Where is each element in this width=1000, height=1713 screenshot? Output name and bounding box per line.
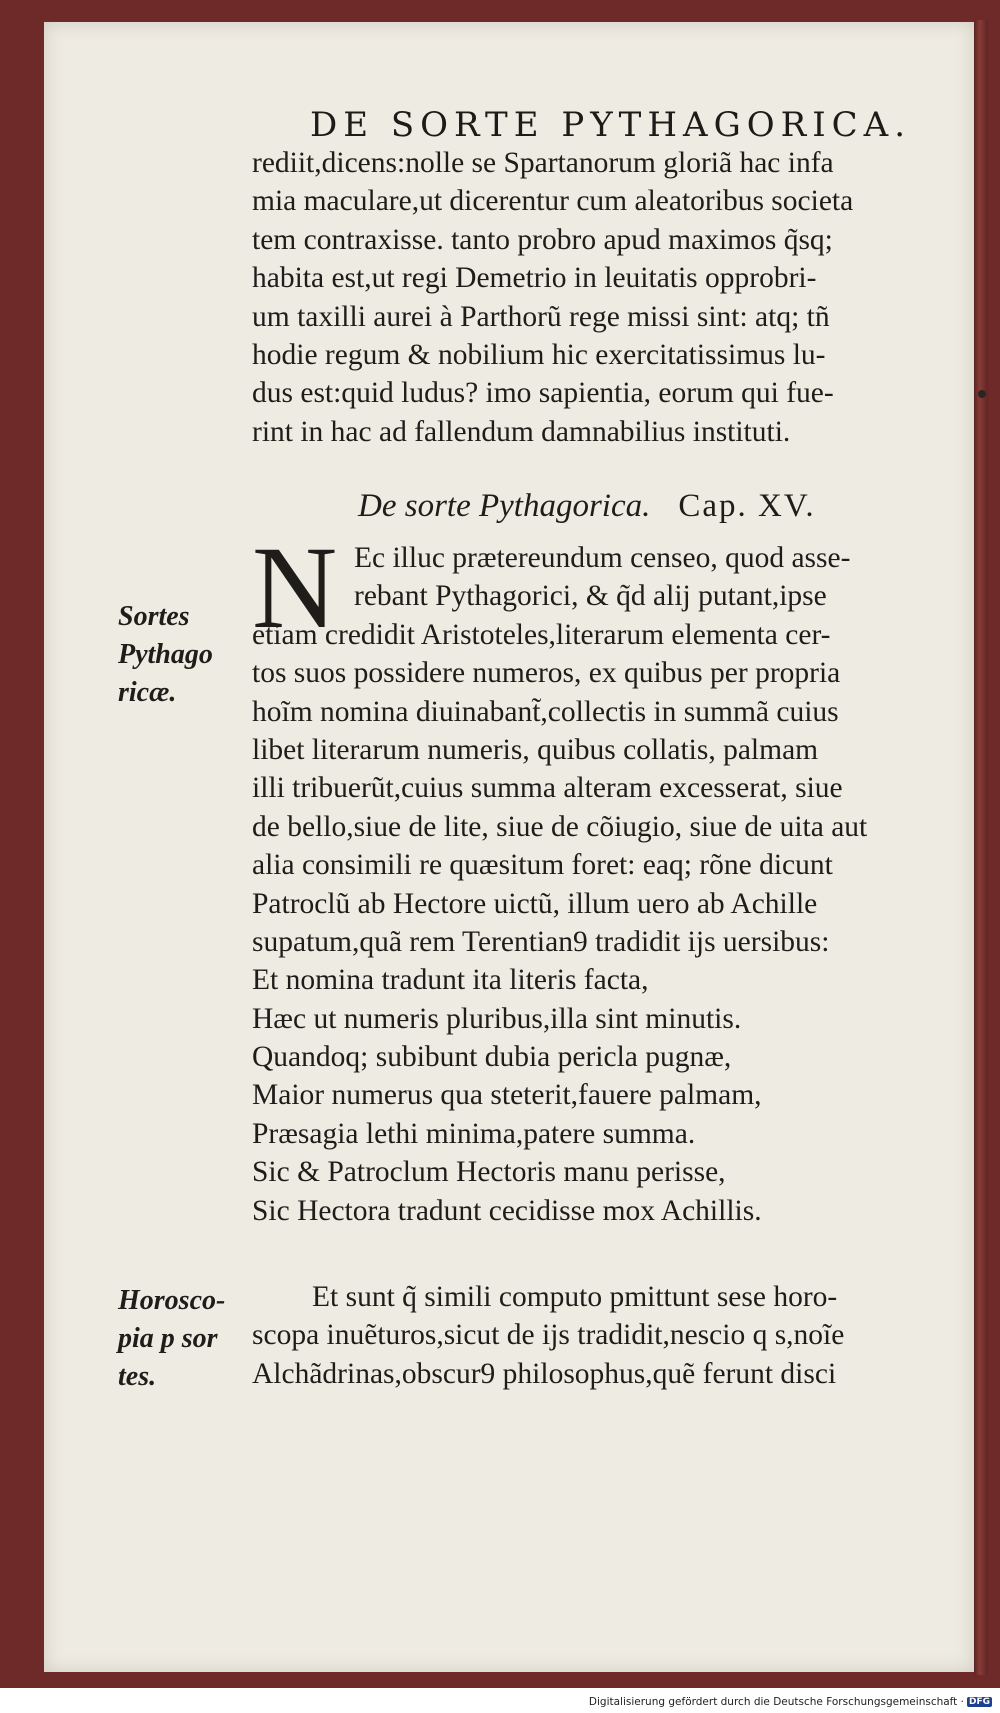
- marginal-line: tes.: [118, 1361, 157, 1392]
- text-line: Et sunt q̃ simili computo pmittunt sese horo-: [312, 1281, 838, 1313]
- text-line: scopa inuẽturos,sicut de ijs tradidit,nescio q s,noĩe: [252, 1319, 845, 1352]
- verse-line: Sic & Patroclum Hectoris manu perisse,: [252, 1156, 726, 1189]
- drop-cap: N: [252, 522, 338, 653]
- paragraph-2: [252, 522, 987, 1231]
- text-line: habita est,ut regi Demetrio in leuitatis opprobri-: [252, 262, 817, 295]
- text-line: tem contraxisse. tanto probro apud maximos q̃sq;: [252, 223, 833, 256]
- text-line: tos suos possidere numeros, ex quibus per propria: [252, 657, 841, 690]
- digitization-footer: [589, 1696, 992, 1708]
- text-line: rediit,dicens:nolle se Spartanorum gloriã hac infa: [252, 147, 834, 179]
- text-line: rebant Pythagorici, & q̃d alij putant,ipse: [354, 580, 827, 613]
- verse-line: Præsagia lethi minima,patere summa.: [252, 1117, 696, 1150]
- paragraph-1: [252, 144, 987, 451]
- chapter-heading: [358, 488, 816, 525]
- footer-text: Digitalisierung gefördert durch die Deutsche Forschungsgemeinschaft ·: [588, 1696, 964, 1708]
- marginal-note-horoscopia: [118, 1282, 248, 1396]
- running-head: DE SORTE PYTHAGORICA.: [310, 105, 912, 145]
- marginal-line: Horosco-: [118, 1285, 226, 1316]
- text-line: Alchãdrinas,obscur9 philosophus,quẽ ferunt disci: [252, 1357, 837, 1390]
- dfg-logo-icon: DFG: [968, 1697, 990, 1707]
- marginal-line: ricæ.: [118, 677, 177, 708]
- marginal-note-sortes: [118, 598, 248, 712]
- verse-line: Hæc ut numeris pluribus,illa sint minutis.: [252, 1002, 742, 1035]
- text-line: libet literarum numeris, quibus collatis, palmam: [252, 733, 819, 766]
- marginal-line: Sortes: [118, 601, 190, 632]
- text-line: de bello,siue de lite, siue de cõiugio, siue de uita aut: [252, 810, 868, 843]
- text-line: supatum,quã rem Terentian9 tradidit ijs uersibus:: [252, 925, 830, 958]
- chapter-title: De sorte Pythagorica.: [358, 488, 651, 524]
- text-line: etiam credidit Aristoteles,literarum elementa cer-: [252, 618, 831, 651]
- text-line: mia maculare,ut dicerentur cum aleatoribus societa: [252, 185, 854, 218]
- marginal-line: pia p sor: [118, 1323, 218, 1354]
- text-line: illi tribuerũt,cuius summa alteram excesserat, siue: [252, 772, 843, 805]
- text-line: dus est:quid ludus? imo sapientia, eorum qui fue-: [252, 377, 834, 410]
- text-line: hodie regum & nobilium hic exercitatissimus lu-: [252, 338, 826, 371]
- text-line: hoĩm nomina diuinabant̃,collectis in summã cuius: [252, 695, 839, 728]
- marginal-line: Pythago: [118, 639, 213, 670]
- text-line: Ec illuc prætereundum censeo, quod asse-: [354, 542, 851, 574]
- text-line: rint in hac ad fallendum damnabilius instituti.: [252, 415, 791, 448]
- verse-line: Maior numerus qua steterit,fauere palmam,: [252, 1079, 762, 1112]
- verse-line: Et nomina tradunt ita literis facta,: [252, 964, 649, 997]
- text-line: Patroclũ ab Hectore uictũ, illum uero ab Achille: [252, 887, 818, 920]
- ink-mark: [978, 390, 986, 398]
- verse-line: Sic Hectora tradunt cecidisse mox Achillis.: [252, 1194, 762, 1227]
- chapter-number: Cap. XV.: [678, 488, 816, 524]
- text-line: um taxilli aurei à Parthorũ rege missi sint: atq; tñ: [252, 300, 830, 333]
- text-line: alia consimili re quæsitum foret: eaq; rõne dicunt: [252, 849, 833, 882]
- paragraph-3: [252, 1278, 987, 1393]
- verse-line: Quandoq; subibunt dubia pericla pugnæ,: [252, 1041, 732, 1074]
